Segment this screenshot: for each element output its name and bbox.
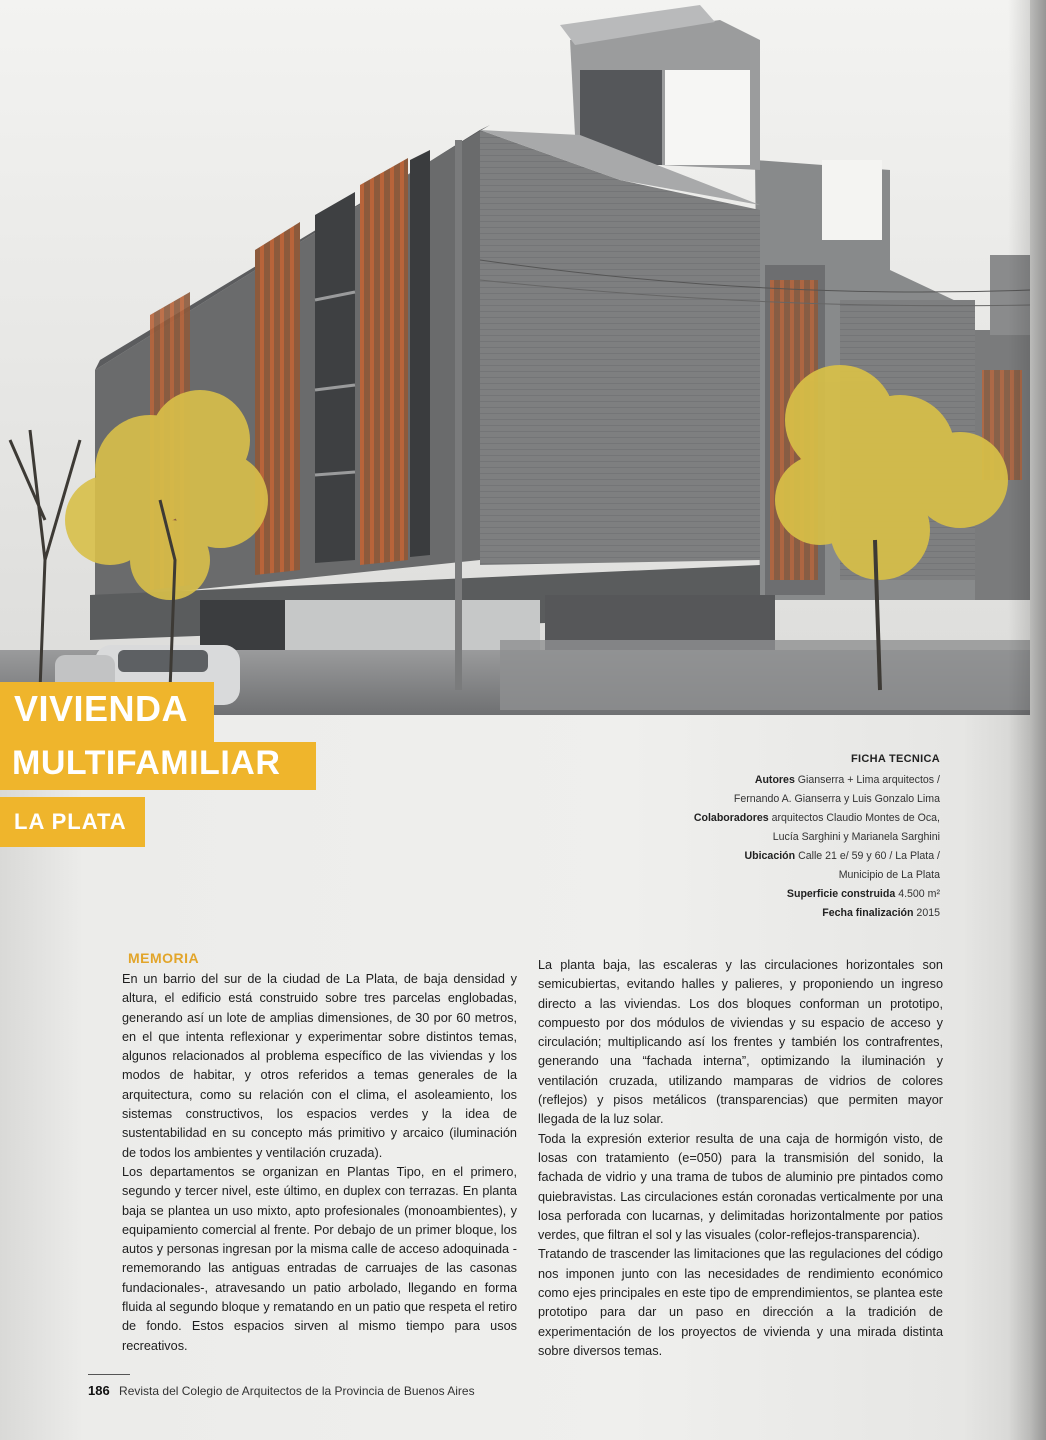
memoria-column-right (538, 956, 943, 1361)
ficha-colaboradores (520, 809, 940, 828)
superficie-label: Superficie construida (786, 888, 896, 900)
ubicacion-value: Calle 21 e/ 59 y 60 / La Plata / (798, 850, 940, 862)
fecha-value: 2015 (916, 907, 940, 919)
ficha-tecnica (520, 750, 940, 923)
memoria-paragraph: Toda la expresión exterior resulta de una caja de hormigón visto, de losas con tratamiento (e=050) para la transmisión del sonido, la fachada de vidrio y una trama de tubos de aluminio pre pintados como quiebravistas. Las circulaciones están coronadas verticalmente por una losa perforada con lucarnas, y delimitadas horizontalmente por patios verdes, que filtran el sol y las visuales (color-reflejos-transparencia). (538, 1131, 943, 1243)
memoria-column-left (122, 970, 517, 1356)
memoria-paragraph: En un barrio del sur de la ciudad de La Plata, de baja densidad y altura, el edificio está construido sobre tres parcelas englobadas, generando así un lote de amplias dimensiones, de 30 por 60 metros, en el que intenta reflexionar y experimentar sobre distintos temas, algunos relacionados al problema específico de las viviendas y los modos de habitar, y otros referidos a temas generales de la arquitectura, como su relación con el clima, el asoleamiento, los sistemas constructivos, los espacios verdes y la idea de sustentabilidad en su concepto más primitivo y arcaico (iluminación de todos los ambientes y ventilación cruzada). (122, 972, 517, 1160)
ficha-fecha (520, 904, 940, 923)
title-line-1: VIVIENDA (0, 682, 214, 742)
building-photo (0, 0, 1030, 715)
ficha-superficie (520, 885, 940, 904)
memoria-paragraph: Los departamentos se organizan en Plantas Tipo, en el primero, segundo y tercer nivel, este último, en duplex con terrazas. En planta baja se plantea un uso mixto, apto profesionales (monoambientes), y equipamiento comercial al frente. Por debajo de un primer bloque, los autos y personas ingresan por la misma calle de acceso adoquinada -rememorando las antiguas entradas de carruajes de las casonas fundacionales-, atravesando un patio arbolado, llegando en forma fluida al segundo bloque y rematando en un patio que respeta el retiro de fondo. Estos espacios sirven al mismo tiempo para usos recreativos. (122, 1164, 517, 1353)
footer-rule (88, 1374, 130, 1375)
colaboradores-label: Colaboradores (693, 812, 769, 824)
autores-value: Gianserra + Lima arquitectos / (797, 774, 940, 786)
ficha-ubicacion-cont: Municipio de La Plata (838, 869, 940, 881)
memoria-paragraph: Tratando de trascender las limitaciones que las regulaciones del código nos imponen junto con las necesidades de rendimiento económico como ejes principales en este tipo de emprendimientos, se plantea este prototipo para dar un paso en dirección a la tradición de experimentación de los proyectos de vivienda y una mirada distinta sobre diversos temas. (538, 1247, 943, 1358)
colaboradores-value: arquitectos Claudio Montes de Oca, (771, 812, 940, 824)
ficha-colaboradores-cont: Lucía Sarghini y Marianela Sarghini (772, 831, 940, 843)
page-gutter-shadow (1008, 0, 1046, 1440)
ubicacion-label: Ubicación (744, 850, 796, 862)
ficha-autores (520, 771, 940, 790)
title-location: LA PLATA (0, 797, 145, 847)
autores-label: Autores (754, 774, 795, 786)
title-line-2: MULTIFAMILIAR (0, 742, 316, 790)
page-number: 186 (88, 1383, 110, 1398)
ficha-autores-cont: Fernando A. Gianserra y Luis Gonzalo Lima (733, 793, 940, 805)
memoria-heading: MEMORIA (128, 950, 200, 966)
publication-name: Revista del Colegio de Arquitectos de la Provincia de Buenos Aires (119, 1384, 475, 1398)
page-footer (88, 1383, 475, 1398)
ficha-ubicacion (520, 847, 940, 866)
superficie-value: 4.500 m² (898, 888, 940, 900)
fecha-label: Fecha finalización (822, 907, 914, 919)
ficha-heading: FICHA TECNICA (850, 753, 940, 765)
memoria-paragraph: La planta baja, las escaleras y las circulaciones horizontales son semicubiertas, evitando halles y palieres, y proponiendo un ingreso directo a las viviendas. Los dos bloques conforman un prototipo, compuesto por dos módulos de viviendas y su espacio de acceso y circulación; multiplicando así los frentes y también los contrafrentes, generando una “fachada interna”, optimizando la iluminación y ventilación cruzada, utilizando mamparas de vidrios de colores (reflejos) y pisos metálicos (transparencias) que permiten mayor llegada de la luz solar. (538, 958, 943, 1127)
